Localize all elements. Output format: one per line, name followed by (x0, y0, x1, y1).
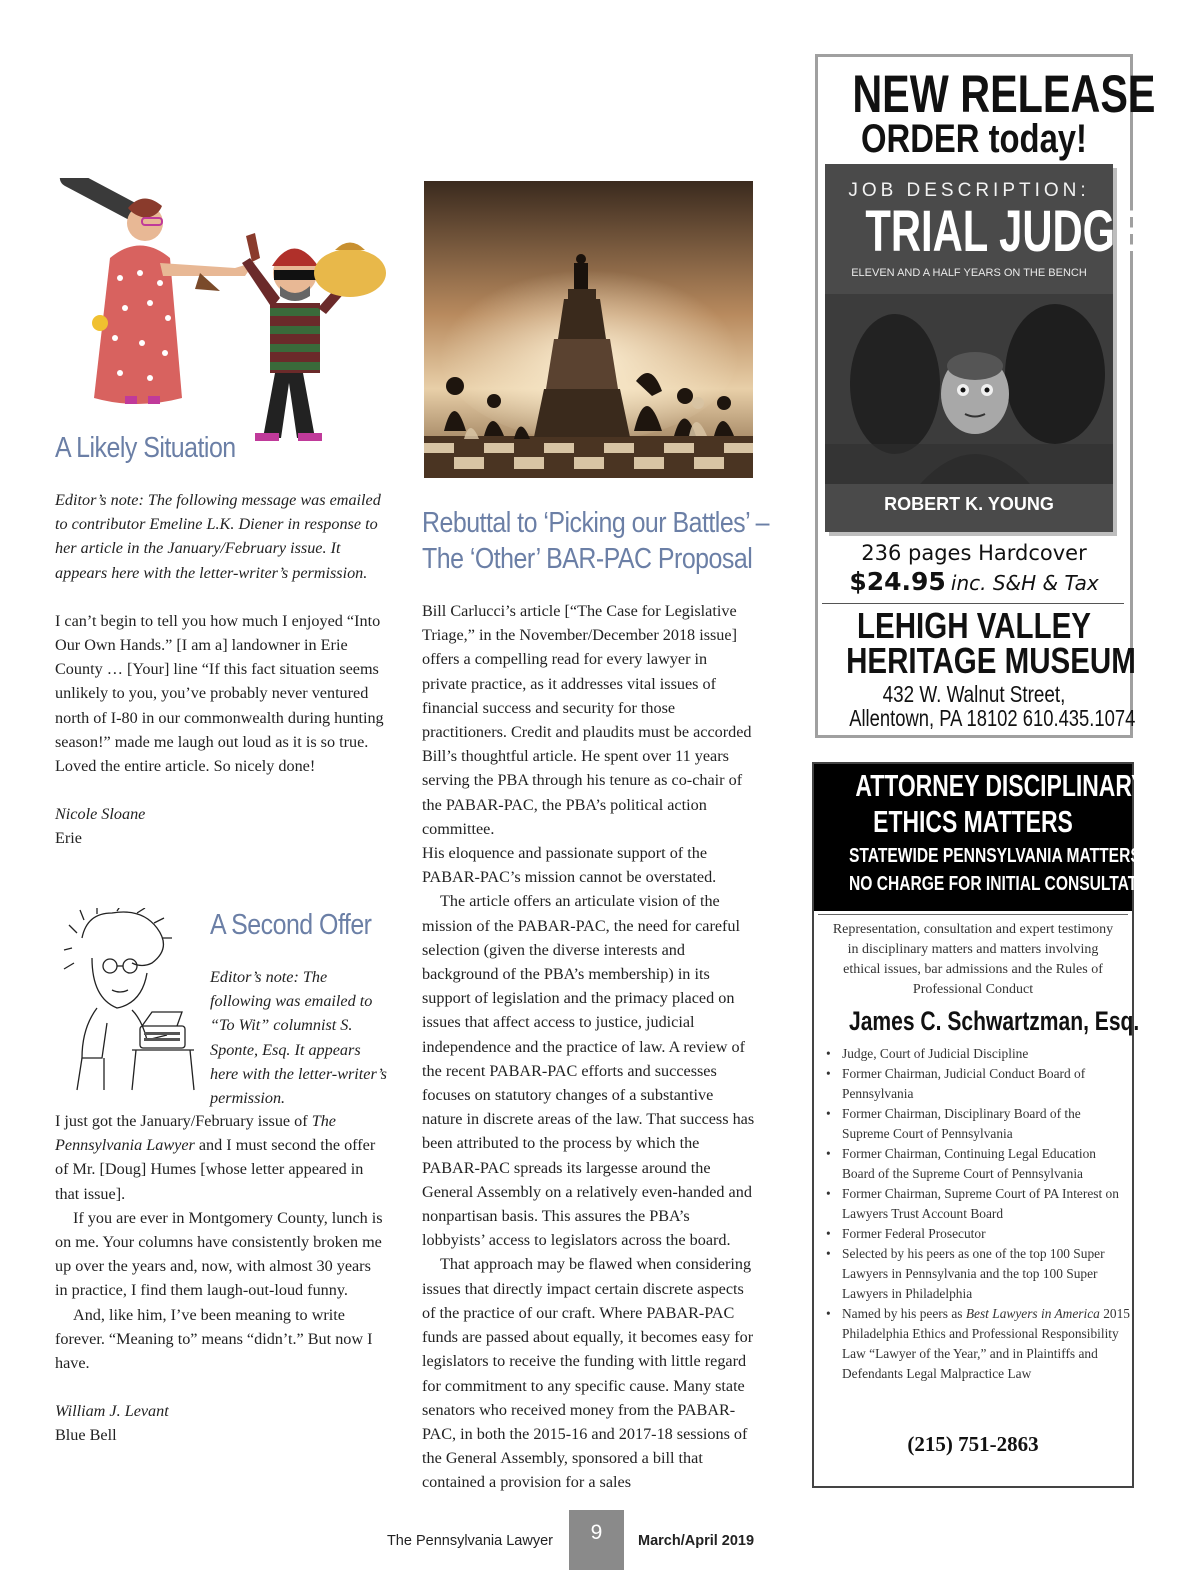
letter2-p1-end: and I must second the offer of Mr. [Doug] Humes [whose letter appeared in that issue]. (55, 1136, 376, 1203)
attorney-ad-heading-2: ETHICS MATTERS (873, 804, 1073, 839)
book-title: TRIAL JUDGE (865, 199, 1143, 264)
credential-item: • Former Chairman, Judicial Conduct Board of Pennsylvania (818, 1064, 1130, 1104)
credential-item: • Selected by his peers as one of the top 100 Super Lawyers in Pennsylvania and the top 100 Super Lawyers in Philadelphia (818, 1244, 1130, 1304)
letter1-location: Erie (55, 829, 82, 848)
letter3 (422, 599, 755, 1495)
publication-name: The Pennsylvania Lawyer (55, 1112, 336, 1155)
credential-item: • Judge, Court of Judicial Discipline (818, 1044, 1130, 1064)
attorney-name: James C. Schwartzman, Esq. (848, 1006, 1140, 1036)
credential-text-italic: Best Lawyers in America (965, 1306, 1100, 1321)
ad-headline-order-today: ORDER today! (861, 117, 1087, 161)
letter3-paragraph-1: Bill Carlucci’s article [“The Case for Legislative Triage,” in the November/December 2018 issue] offers a compelling read for every lawyer in private practice, as it addresses vital issues of financial success and security for those practitioners. Credit and plaudits must be accorded Bill’s thoughtful article. He spent over 11 years serving the PBA through his tenure as co-chair of the PABAR-PAC, the PBA’s political action committee. (422, 602, 752, 838)
letter2 (55, 1109, 387, 1448)
museum-name-line-2: HERITAGE MUSEUM (846, 640, 1136, 681)
letter2-p1-start: I just got the January/February issue of (55, 1112, 312, 1130)
typewriter-columnist-sketch (62, 908, 202, 1093)
footer-page-number: 9 (590, 1521, 603, 1544)
book-price: $24.95 (849, 567, 946, 596)
book-author: ROBERT K. YOUNG (884, 494, 1054, 514)
letter2-editor-note: Editor’s note: The following was emailed to “To Wit” columnist S. Sponte, Esq. It appears here with the letter-writer’s permission. (210, 968, 387, 1108)
book-price-line (818, 567, 1130, 596)
credential-text-b: 2015 Philadelphia Ethics and Professional Responsibility Law “Lawyer of the Year,” and in Plaintiffs and Defendants Legal Malpractice Law (842, 1306, 1131, 1381)
credential-item: • Former Chairman, Disciplinary Board of the Supreme Court of Pennsylvania (818, 1104, 1130, 1144)
letter2-location: Blue Bell (55, 1426, 117, 1445)
letter1-editor-note: Editor’s note: The following message was emailed to contributor Emeline L.K. Diener in response to her article in the January/February issue. It appears here with the letter-writer’s permission. (55, 491, 381, 582)
letter2-signer: William J. Levant (55, 1402, 169, 1421)
book-price-note: inc. S&H & Tax (950, 571, 1099, 595)
letter3-paragraph-3: That approach may be flawed when considering issues that directly impact certain discrete aspects of the practice of our craft. Where PABAR-PAC funds are passed about equally, it becomes easy for legislators to receive the funding with little regard for commitment to any specific cause. Many state senators who received money from the PABAR-PAC, in both the 2015-16 and 2017-18 sessions of the General Assembly, sponsored a bill that contained a provision for a sales (422, 1255, 754, 1492)
letter1-signer: Nicole Sloane (55, 805, 146, 824)
attorney-ad-subheading-1: STATEWIDE PENNSYLVANIA MATTERS (848, 845, 1141, 867)
book-kicker: JOB DESCRIPTION: (848, 180, 1090, 201)
letter3-paragraph-2: The article offers an articulate vision of the mission of the PABAR-PAC, the need for careful selection (given the diverse interests and background of the PBA’s membership) in its support of legislation and the primacy placed on issues that affect access to justice, judicial independence and the practice of law. A review of the recent PABAR-PAC efforts and successes focuses on statutory changes of a substantive nature in discrete areas of the law. That success has been attributed to the process by which the PABAR-PAC spreads its largesse around the General Assembly on a relatively even-handed and nonpartisan basis. This assures the PBA’s lobbyists’ access to legislators across the board. (422, 892, 755, 1250)
book-cover-photo (825, 294, 1113, 484)
book-subtitle: ELEVEN AND A HALF YEARS ON THE BENCH (851, 267, 1087, 279)
museum-address-line-1: 432 W. Walnut Street, (882, 681, 1066, 707)
credential-item: • Former Chairman, Supreme Court of PA Interest on Lawyers Trust Account Board (818, 1184, 1130, 1224)
attorney-description: Representation, consultation and expert testimony in disciplinary matters and matters involving ethical issues, bar admissions and the Rules of Professional Conduct (832, 922, 1114, 997)
letter3-paragraph-1b: His eloquence and passionate support of the PABAR-PAC’s mission cannot be overstated. (422, 844, 717, 887)
letter3-title-line-1: Rebuttal to ‘Picking our Battles’ – (422, 507, 769, 539)
credential-item: • Former Chairman, Continuing Legal Education Board of the Supreme Court of Pennsylvania (818, 1144, 1130, 1184)
letter2-paragraph-2: If you are ever in Montgomery County, lunch is on me. Your columns have consistently broken me up over the years and, now, with almost 30 years in practice, I find them laugh-out-loud funny. (55, 1208, 383, 1300)
attorney-advertisement (812, 762, 1166, 1488)
attorney-ad-subheading-2: NO CHARGE FOR INITIAL CONSULTATION (848, 873, 1166, 895)
footer-issue: March/April 2019 (638, 1533, 755, 1549)
attorney-phone: (215) 751-2863 (907, 1432, 1039, 1456)
letter1-body: I can’t begin to tell you how much I enjoyed “Into Our Own Hands.” [I am a] landowner in Erie County … [Your] line “If this fact situation seems unlikely to you, you’ve probably never ventured north of I-80 in our commonwealth during hunting season!” made me laugh out loud as it is so true. Loved the entire article. So nicely done! (55, 611, 384, 776)
attorney-ad-rule (818, 914, 1128, 915)
attorney-ad-header-band (814, 764, 1166, 911)
attorney-credentials (818, 1044, 1130, 1384)
attorney-ad-heading-1: ATTORNEY DISCIPLINARY / (855, 768, 1159, 803)
letter2-paragraph-1 (55, 1109, 387, 1206)
letter1 (55, 488, 387, 851)
footer-publication: The Pennsylvania Lawyer (386, 1533, 553, 1549)
ad-divider (822, 603, 1124, 604)
letter1-title: A Likely Situation (55, 432, 236, 464)
credential-text-a: Named by his peers as (842, 1306, 966, 1321)
credential-item-best-lawyers (818, 1304, 1130, 1384)
ad-headline-new-release: NEW RELEASE (852, 65, 1156, 124)
letter2-title: A Second Offer (210, 909, 372, 941)
book-advertisement (815, 54, 1156, 738)
credentials-list (818, 1044, 1130, 1384)
cartoon-lady-and-robber-illustration (50, 178, 395, 448)
letter3-title-line-2: The ‘Other’ BAR-PAC Proposal (422, 543, 753, 575)
book-cover (825, 164, 1143, 532)
museum-address-line-2: Allentown, PA 18102 610.435.1074 (849, 705, 1136, 731)
credential-item: • Former Federal Prosecutor (818, 1224, 1130, 1244)
chess-pieces-photo (424, 181, 753, 478)
book-format: 236 pages Hardcover (861, 541, 1087, 565)
footer-page-number-box (569, 1510, 624, 1570)
letter2-paragraph-3: And, like him, I’ve been meaning to write forever. “Meaning to” means “didn’t.” But now I have. (55, 1305, 373, 1373)
museum-name-line-1: LEHIGH VALLEY (856, 605, 1091, 646)
